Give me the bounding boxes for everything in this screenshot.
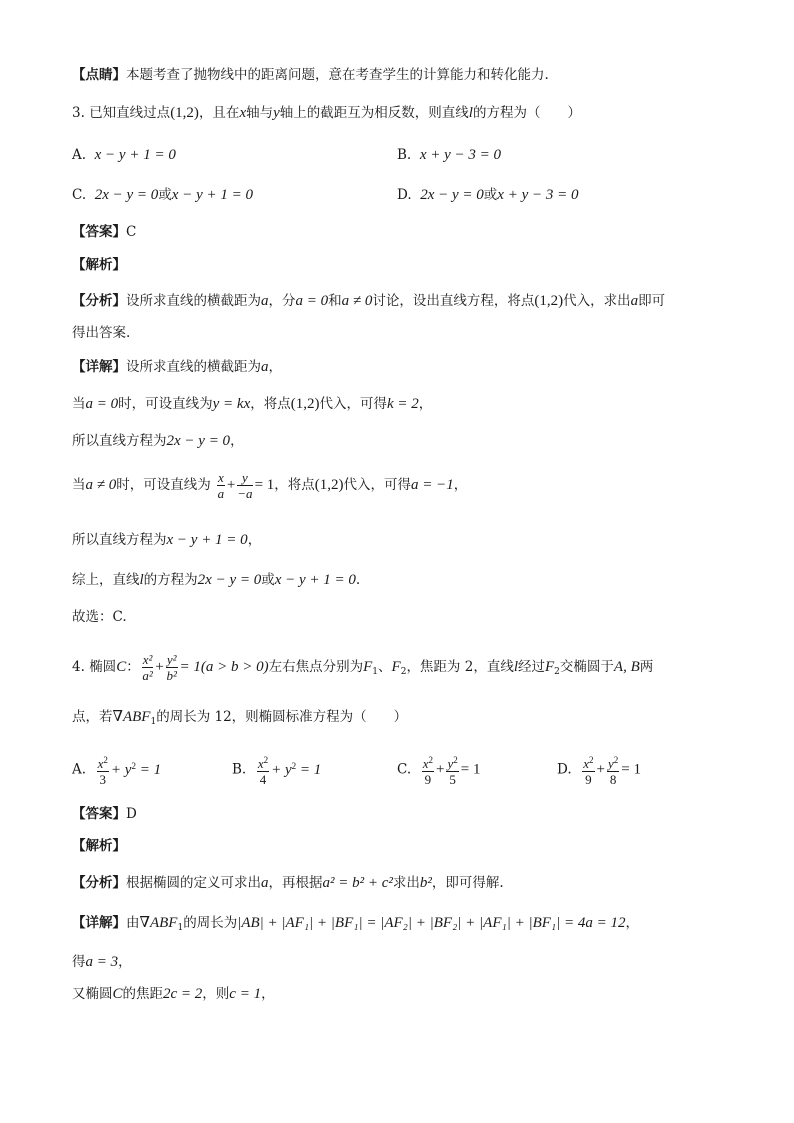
text: 时，可设直线为 [116,477,211,493]
math: (1,2) [314,477,344,493]
option-label: A. [72,147,87,163]
q3-stem-text: 轴与 [246,105,274,121]
text: ，则 [202,986,230,1002]
math: a = 0 [295,293,329,309]
option-label: A. [72,761,87,778]
math: a ≠ 0 [85,477,117,493]
math: = 1 [254,477,275,493]
text: 当 [72,477,86,493]
text: 和 [328,293,342,309]
q3-xiangjie-4 [72,470,467,501]
q4-xiangjie-1: 【详解】由$\nabla ABF_1$的周长为|AB| + |AF₁| + |BF₁| = |AF₂| + |BF₂| + |AF₁| + |BF₁| = 4a = 12， [72,915,639,933]
text: 或 [261,572,275,588]
plus: + [226,477,236,493]
math: C [116,659,127,675]
q3-y: y [273,105,280,121]
math: ∇ABF [139,915,178,931]
text: ， [230,433,244,449]
math: 2x − y = 0 [166,433,231,449]
text: 设所求直线的横截距为 [126,293,261,309]
text: 椭圆 [89,659,117,675]
q3-jiexi: 【解析】 [72,257,126,273]
text: ， [268,359,282,375]
fraction-y2-over-b2 [166,652,178,683]
q3-x: x [239,105,247,121]
text: 代入，求出 [563,293,631,309]
q4-jiexi: 【解析】 [72,838,126,854]
q4-stem-line2: 点，若$\nabla ABF_1$的周长为 12，则椭圆标准方程为（ ） [72,709,408,727]
q3-xiangjie-5 [72,533,261,548]
text: ， [261,986,275,1002]
math: ∇ABF [112,709,151,725]
answer-value: D [126,806,137,822]
q3-xiangjie-1 [72,360,282,375]
text: 根据椭圆的定义可求出 [126,875,261,891]
q3-stem-text: 的方程为（ ） [472,105,581,121]
math: a = 3 [85,954,119,970]
math: a² = b² + c² [322,875,393,891]
math: l [513,659,518,675]
q3-stem-text: 已知直线过点 [89,105,171,121]
math: c = 1 [229,986,262,1002]
q3-xiangjie-6 [72,573,360,588]
q4-xiangjie-3 [72,987,275,1002]
xiangjie-label: 【详解】 [72,359,126,375]
answer-value: C [126,224,137,240]
math: a = 0 [85,396,119,412]
option-or: 或 [483,187,498,203]
option-expr: x + y − 3 = 0 [419,147,501,163]
text: 设所求直线的横截距为 [126,359,261,375]
q3-point: (1,2) [170,105,199,121]
text: ，再根据 [268,875,323,891]
answer-label: 【答案】 [72,806,126,822]
q3-stem [72,106,581,121]
option-label: C. [397,761,412,778]
option-expr: x − y + 1 = 0 [171,187,253,203]
q4-option-c: C. $\frac{x^2}{9}$ + $\frac{y^2}{5}$ = 1 [397,755,481,787]
q3-option-a [72,148,176,163]
text: ， [453,477,468,493]
text: 所以直线方程为 [72,433,167,449]
q3-stem-text: 轴上的截距互为相反数，则直线 [279,105,469,121]
option-label: D. [397,187,412,203]
text: 交椭圆于 [559,659,614,675]
math: k = 2 [386,396,419,412]
q3-answer [72,226,136,240]
math-a: a [630,293,639,309]
math: y = kx [212,396,251,412]
text: 讨论，设出直线方程，将点 [372,293,535,309]
fenxi-label: 【分析】 [72,293,126,309]
dianjing-label: 【点睛】 [72,67,126,83]
text: 、 [378,659,392,675]
q3-option-c [72,188,253,203]
fraction-y-over-neg-a [237,470,252,501]
denominator: b² [166,668,177,683]
math: (1,2) [534,293,564,309]
fraction: $\frac{y^2}{5}$ [447,755,458,787]
option-label: C. [72,187,87,203]
text: 点，若 [72,709,113,725]
q3-number: 3. [72,105,85,121]
text: 时，可设直线为 [118,396,213,412]
q3-option-b [397,148,501,163]
math: |AB| + |AF₁| + |BF₁| = |AF₂| + |BF₂| + |AF₁| + |BF₁| = 4a = 12 [237,915,626,931]
q4-number: 4. [72,659,85,675]
fraction: $\frac{x^2}{9}$ [583,755,594,787]
q4-stem: 4. 椭圆C： $\frac{\text{x²}}{\text{a²}}$ + $\frac{\text{y²}}{\text{b²}}$ = 1(a > b > 0)左右焦点分别为$F_1$、$F_2$，焦距为 2，直线l经过$F_2$交椭圆于A, B两 [72,652,654,683]
numerator: x [218,470,224,485]
q4-fenxi [72,876,504,891]
fraction-x2-over-a2 [142,652,154,683]
math: = 1(a > b > 0) [179,659,269,675]
option-expr: x − y + 1 = 0 [94,147,176,163]
q3-xiangjie-3 [72,434,244,449]
text: 综上，直线 [72,572,140,588]
option-label: D. [557,761,572,778]
text: 两 [639,659,654,675]
fraction: $\frac{x^2}{3}$ [97,755,108,787]
numerator: y [237,470,252,486]
text: 所以直线方程为 [72,532,167,548]
numerator: y² [166,652,177,667]
text: 的焦距 [122,986,164,1002]
text: ， [247,532,262,548]
math: b² [419,875,432,891]
math: a = −1 [411,477,454,493]
text: ，分 [268,293,296,309]
text: 当 [72,396,86,412]
answer-label: 【答案】 [72,224,126,240]
dianjing-line [72,69,549,83]
text: 得 [72,954,86,970]
math: A, B [613,659,640,675]
option-expr: 2x − y = 0 [94,187,159,203]
q4-xiangjie-2 [72,955,132,970]
math: F [391,659,401,675]
math: x − y + 1 = 0 [274,572,356,588]
math: 2x − y = 0 [197,572,262,588]
fraction: $\frac{x^2}{9}$ [422,755,434,787]
q3-xiangjie-2 [72,397,432,412]
math: l [139,572,144,588]
math: a ≠ 0 [341,293,373,309]
q4-option-a: A. $\frac{x^2}{3}$ + $y^2 = 1$ [72,755,162,787]
q3-stem-text: ，且在 [198,105,240,121]
text: ： [126,659,140,675]
text: 左右焦点分别为 [268,659,364,675]
text: ， [625,915,639,931]
q3-guxuan: 故选：C. [72,609,127,625]
q4-option-d: D. $\frac{x^2}{9}$ + $\frac{y^2}{8}$ = 1 [557,755,641,787]
math: (1,2) [290,396,320,412]
text: 代入，可得 [319,396,387,412]
fraction: $\frac{x^2}{4}$ [257,755,269,787]
math: a [261,875,269,891]
math-a: a [261,293,269,309]
text: 由 [126,915,140,931]
text: 即可 [638,293,666,309]
fraction-x-over-a [217,470,225,501]
fraction: $\frac{y^2}{8}$ [607,755,619,787]
math: 2c = 2 [163,986,203,1002]
fenxi-label: 【分析】 [72,875,126,891]
text: 又椭圆 [72,986,113,1002]
q3-l: l [468,105,473,121]
q3-fenxi [72,294,665,309]
text: ，将点 [250,396,291,412]
math: a [261,359,269,375]
text: ，即可得解. [431,875,504,891]
option-expr: 2x − y = 0 [420,187,484,203]
text: 的周长为 [183,915,238,931]
option-or: 或 [158,187,172,203]
text: 经过 [518,659,545,675]
q4-option-b: B. $\frac{x^2}{4}$ + $y^2 = 1$ [232,755,322,787]
numerator: x² [142,652,153,667]
math: F [363,659,373,675]
text: ， [118,954,132,970]
xiangjie-label: 【详解】 [72,915,126,931]
math: x − y + 1 = 0 [166,532,248,548]
text: 的方程为 [143,572,198,588]
option-expr: x + y − 3 = 0 [497,187,579,203]
q3-option-d [397,188,578,203]
text: 的周长为 12，则椭圆标准方程为（ ） [156,709,408,725]
denominator: −a [237,486,253,501]
text: . [355,572,361,588]
math: C [112,986,123,1002]
q3-fenxi-line2: 得出答案. [72,325,131,341]
denominator: a² [142,668,153,683]
option-label: B. [232,761,247,778]
q4-answer [72,808,137,822]
text: 代入，可得 [343,477,412,493]
text: 求出 [392,875,420,891]
math: F [545,659,555,675]
denominator: a [217,486,225,501]
option-label: B. [397,147,412,163]
text: ，焦距为 2，直线 [406,659,514,675]
dianjing-text: 本题考查了抛物线中的距离问题，意在考查学生的计算能力和转化能力. [126,67,549,83]
text: ，将点 [274,477,315,493]
text: ， [418,396,433,412]
